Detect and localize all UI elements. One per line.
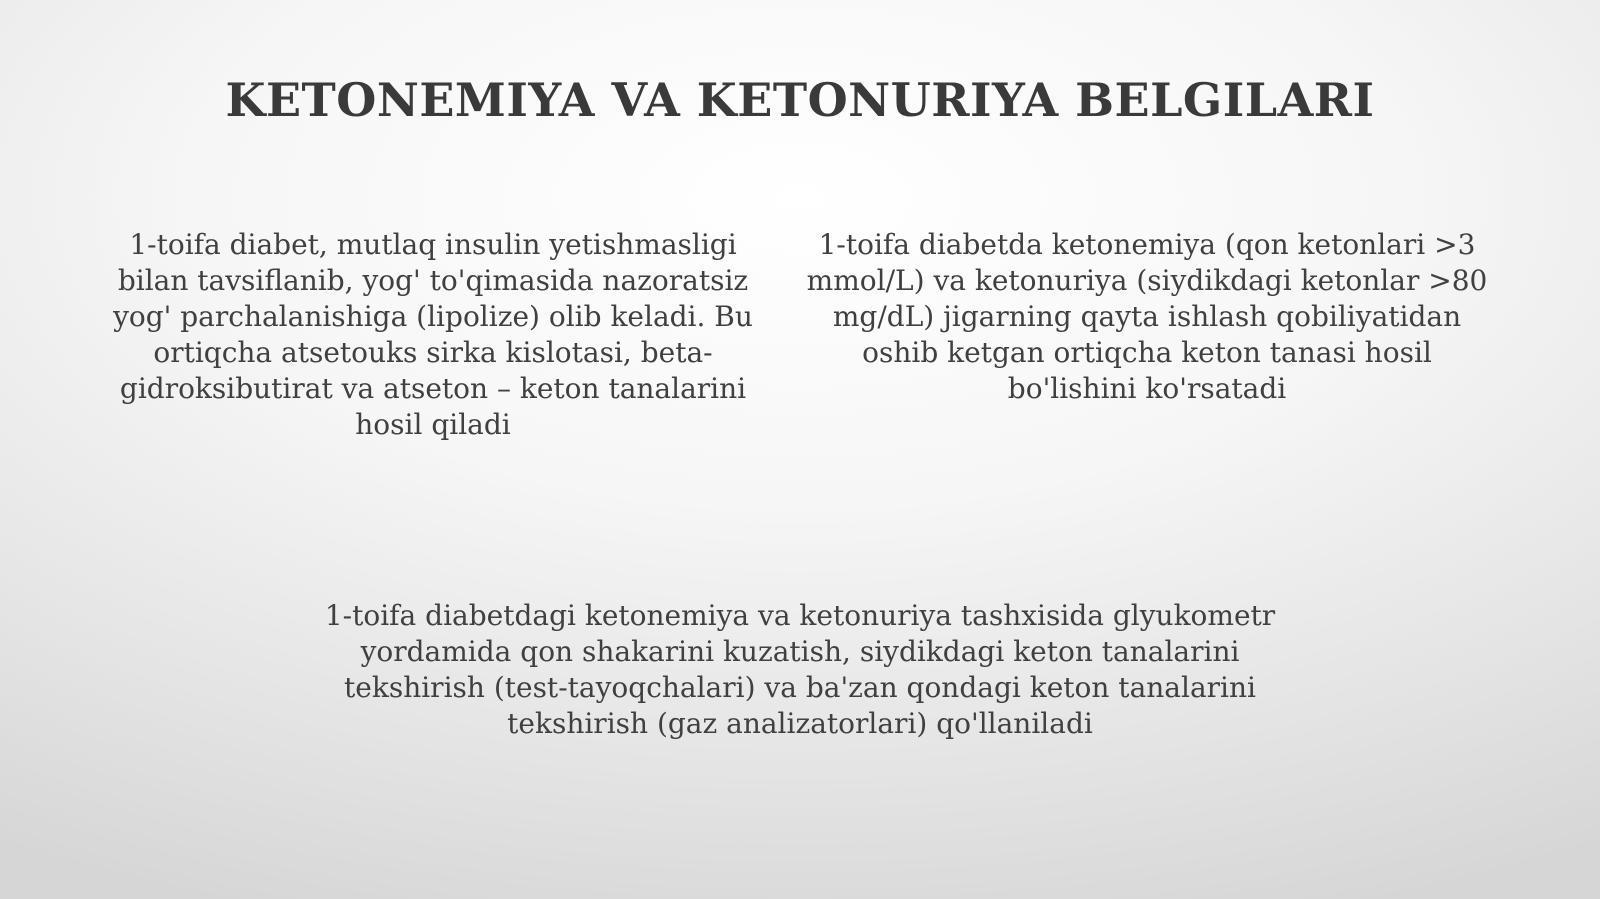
left-text-block: 1-toifa diabet, mutlaq insulin yetishmasligi bilan tavsiflanib, yog' to'qimasida nazoratsiz yog' parchalanishiga (lipolize) olib keladi. Bu ortiqcha atsetouks sirka kislotasi, beta-gidroksibutirat va atseton – keton tanalarini hosil qiladi [113,228,753,441]
right-text-block: 1-toifa diabetda ketonemiya (qon ketonlari >3 mmol/L) va ketonuriya (siydikdagi ketonlar >80 mg/dL) jigarning qayta ishlash qobiliyatidan oshib ketgan ortiqcha keton tanasi hosil bo'lishini ko'rsatadi [806,228,1488,405]
slide-title: KETONEMIYA VA KETONURIYA BELGILARI [225,73,1375,127]
bottom-text-block: 1-toifa diabetdagi ketonemiya va ketonuriya tashxisida glyukometr yordamida qon shakarini kuzatish, siydikdagi keton tanalarini tekshirish (test-tayoqchalari) va ba'zan qondagi keton tanalarini tekshirish (gaz analizatorlari) qo'llaniladi [324,599,1276,740]
